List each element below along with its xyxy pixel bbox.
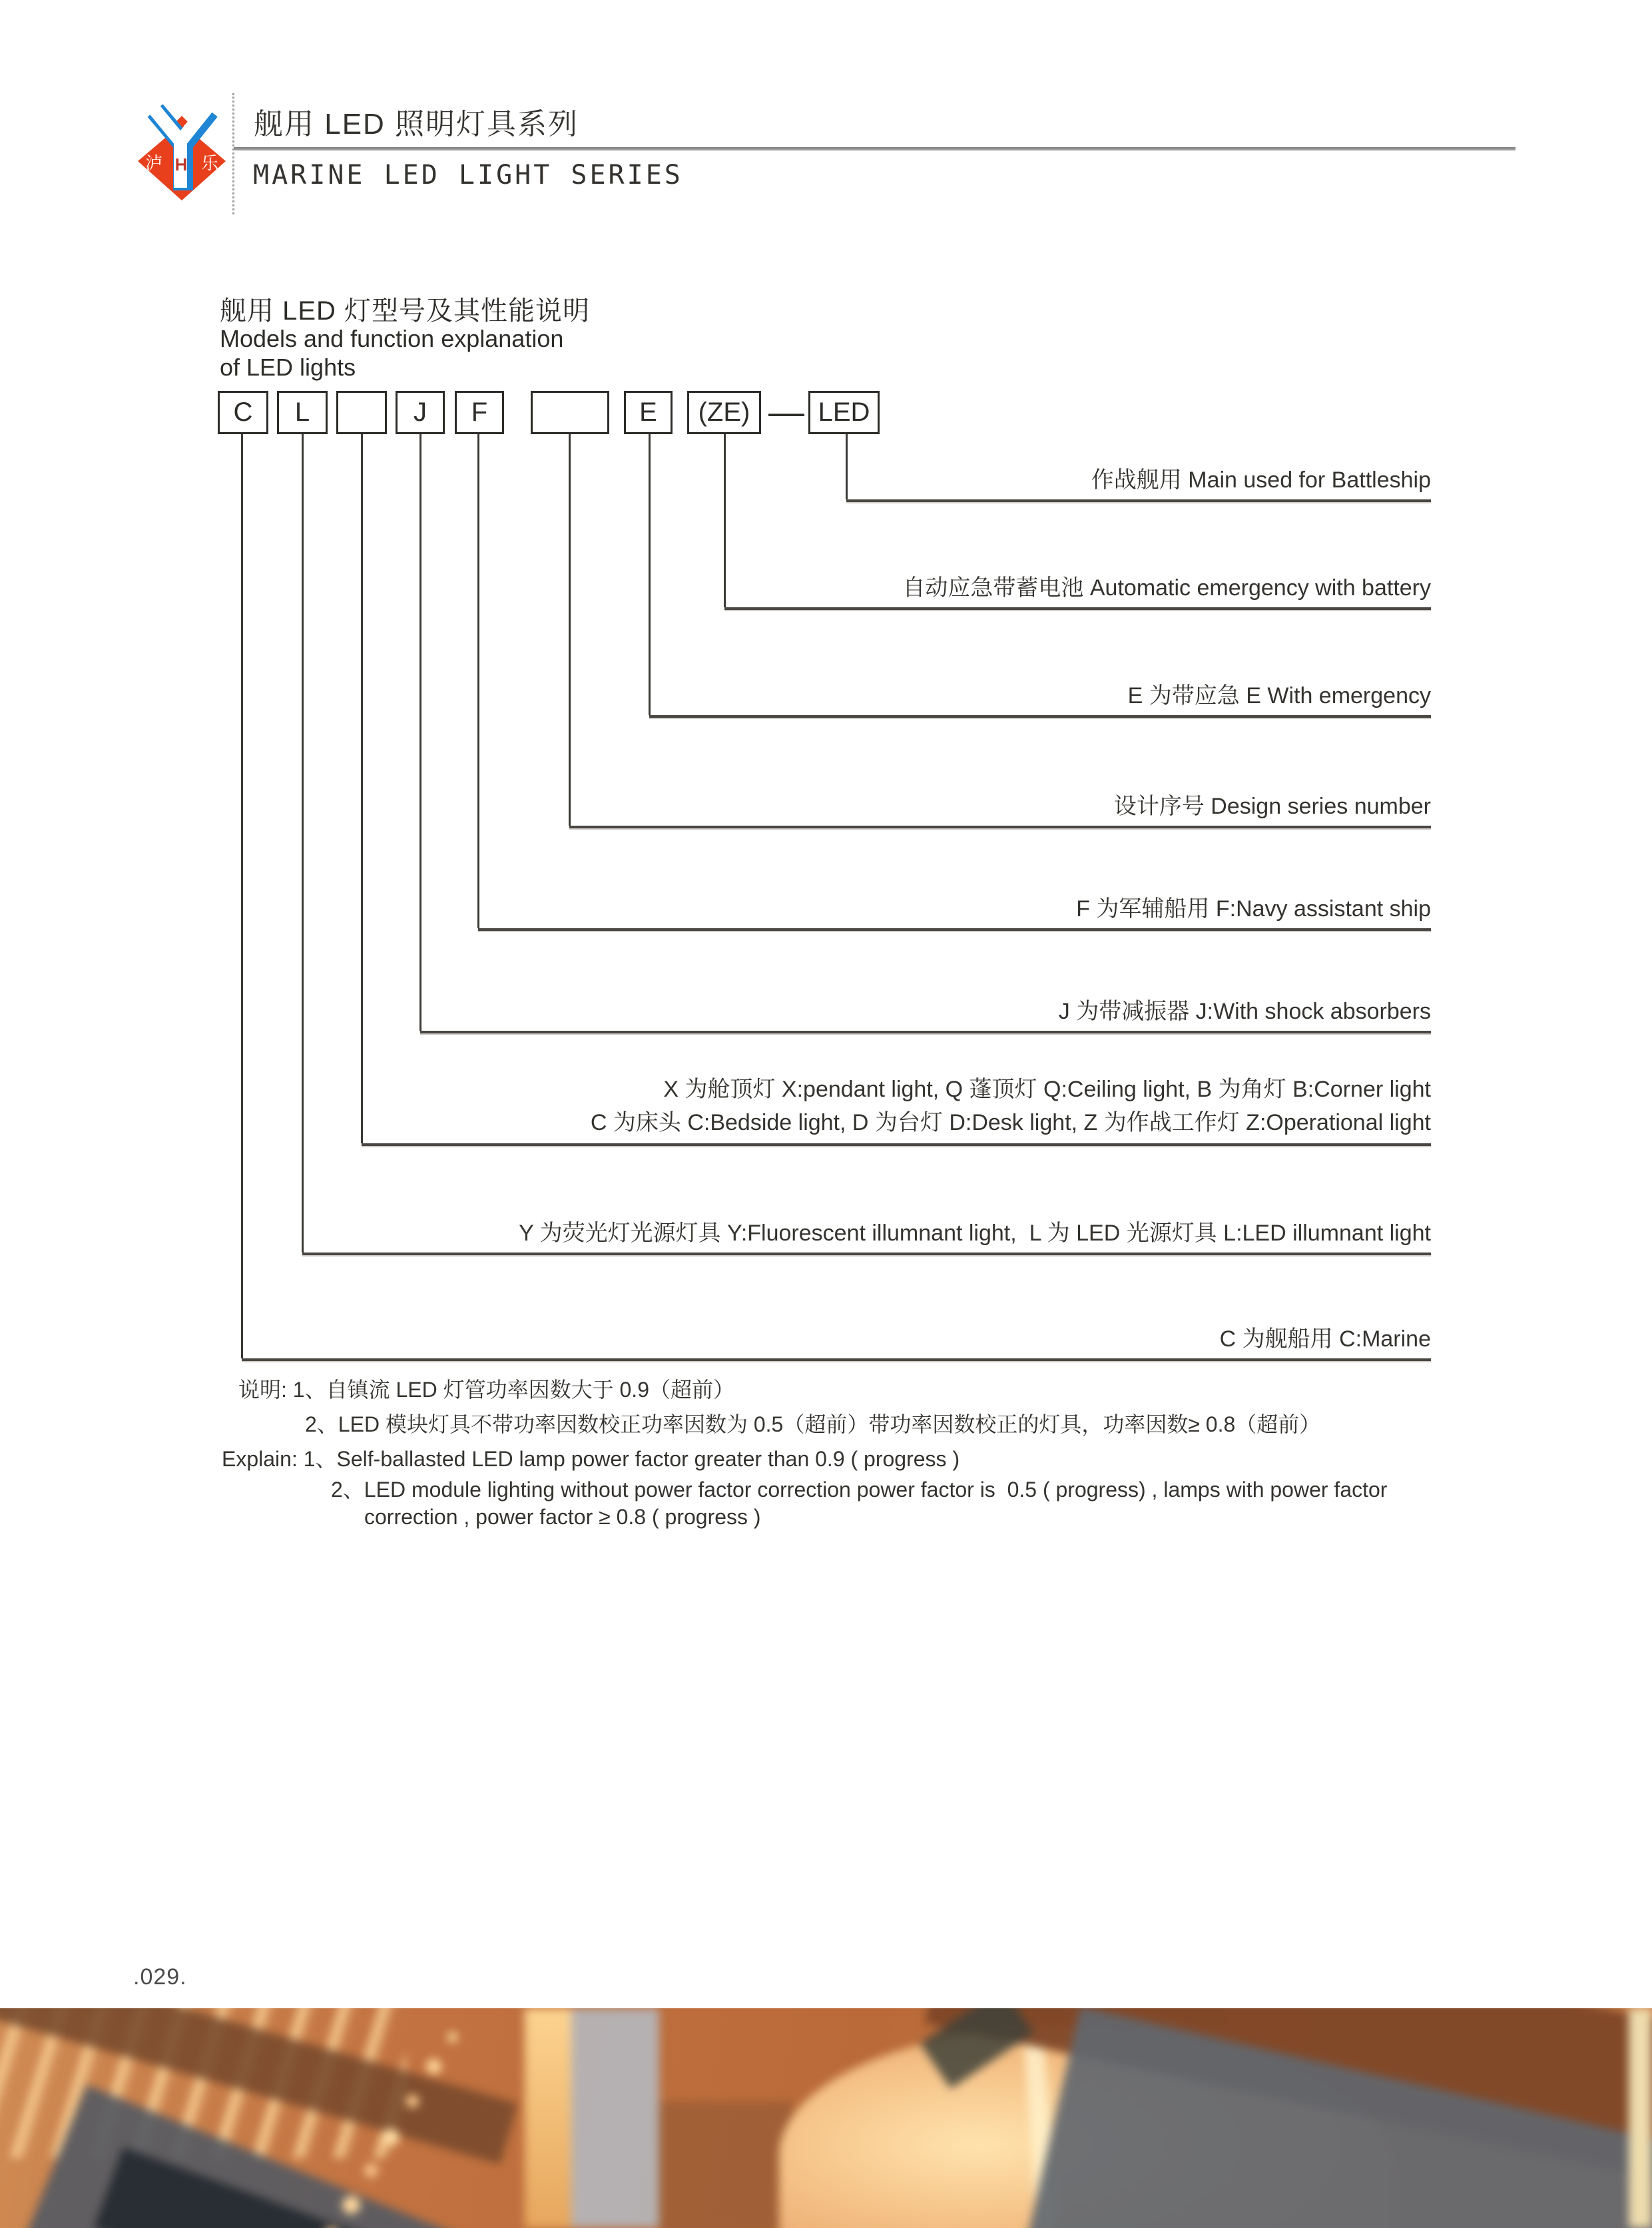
photo-bright-column (525, 2008, 573, 2228)
model-box-l-label: L (294, 398, 310, 427)
section-title-en-line2: of LED lights (220, 354, 356, 381)
entry-rule (302, 1253, 1431, 1255)
note-cn-line1: 说明: 1、自镇流 LED 灯管功率因数大于 0.9（超前） (238, 1378, 734, 1402)
entry-label: 自动应急带蓄电池 Automatic emergency with battery (902, 575, 1431, 601)
entry-rule (846, 499, 1431, 502)
model-box-f (455, 391, 504, 434)
model-box-j (396, 391, 445, 434)
entry-label: C 为床头 C:Bedside light, D 为台灯 D:Desk light, Z 为作战工作灯 Z:Operational light (590, 1110, 1431, 1135)
entry-label: X 为舱顶灯 X:pendant light, Q 蓬顶灯 Q:Ceiling light, B 为角灯 B:Corner light (663, 1077, 1431, 1102)
entry-label: E 为带应急 E With emergency (1127, 683, 1431, 708)
entry-rule (420, 1031, 1431, 1033)
page-number: .029. (133, 1964, 187, 1990)
entry-lead-line (361, 434, 363, 1143)
entry-rule (724, 607, 1431, 610)
entry-rule (569, 826, 1431, 828)
photo-light-dots (447, 2032, 457, 2042)
model-box-ze-label: (ZE) (698, 398, 750, 427)
entry-lead-line (649, 434, 651, 715)
photo-blue-band (571, 2008, 659, 2228)
photo-neck-shadow (659, 2101, 792, 2228)
entry-lead-line (846, 434, 848, 499)
model-box-j-label: J (413, 398, 427, 427)
model-box-l (277, 391, 328, 434)
entry-lead-line (302, 434, 304, 1253)
model-box-c-label: C (233, 398, 253, 427)
note-en-line2: 2、LED module lighting without power factor correction power factor is 0.5 ( progress) , lamps with power factor (331, 1478, 1388, 1502)
entry-rule (649, 715, 1431, 718)
logo-char-center: H (174, 154, 188, 174)
model-box-led-label: LED (818, 398, 870, 427)
entry-rule (478, 928, 1431, 931)
entry-label: F 为军辅船用 F:Navy assistant ship (1076, 896, 1431, 922)
model-box-ze (687, 391, 761, 434)
model-box-blank-1 (336, 391, 387, 434)
logo-char-right: 乐 (200, 153, 219, 173)
section-title-en-line1: Models and function explanation (220, 325, 564, 352)
header-rule (234, 147, 1515, 150)
model-box-c (218, 391, 268, 434)
entry-lead-line (724, 434, 726, 607)
entry-lead-line (419, 434, 421, 1031)
model-box-e-label: E (639, 398, 657, 427)
header-divider-dotted (232, 93, 234, 214)
model-box-blank-2 (531, 391, 609, 434)
model-box-e (624, 391, 673, 434)
footer-photo-shapes (0, 2008, 1652, 2228)
entry-lead-line (569, 434, 571, 826)
entry-label: Y 为荧光灯光源灯具 Y:Fluorescent illumnant light, L 为 LED 光源灯具 L:LED illumnant light (519, 1221, 1431, 1246)
model-box-led (808, 391, 880, 434)
entry-label: J 为带减振器 J:With shock absorbers (1058, 999, 1431, 1024)
header-title-en: MARINE LED LIGHT SERIES (253, 160, 683, 190)
entry-label: 作战舰用 Main used for Battleship (1091, 467, 1431, 493)
section-title-cn: 舰用 LED 灯型号及其性能说明 (220, 296, 591, 326)
entry-rule (242, 1358, 1431, 1361)
model-dash: — (768, 392, 804, 432)
entry-lead-line (477, 434, 479, 928)
company-logo (135, 104, 228, 204)
entry-label: C 为舰船用 C:Marine (1219, 1326, 1431, 1352)
entry-lead-line (241, 434, 243, 1358)
header-title-cn: 舰用 LED 照明灯具系列 (254, 108, 579, 140)
note-cn-line2: 2、LED 模块灯具不带功率因数校正功率因数为 0.5（超前）带功率因数校正的灯具，功率因数≥ 0.8（超前） (305, 1412, 1321, 1436)
note-en-line3: correction , power factor ≥ 0.8 ( progress ) (364, 1505, 761, 1529)
footer-photo (0, 2008, 1652, 2228)
logo-graphic (135, 104, 228, 204)
note-en-line1: Explain: 1、Self-ballasted LED lamp power factor greater than 0.9 ( progress ) (222, 1447, 960, 1471)
model-box-f-label: F (471, 398, 488, 427)
logo-char-left: 泸 (144, 153, 163, 173)
entry-label: 设计序号 Design series number (1113, 794, 1431, 819)
photo-right-strip (1629, 2008, 1652, 2228)
entry-rule (362, 1143, 1431, 1146)
